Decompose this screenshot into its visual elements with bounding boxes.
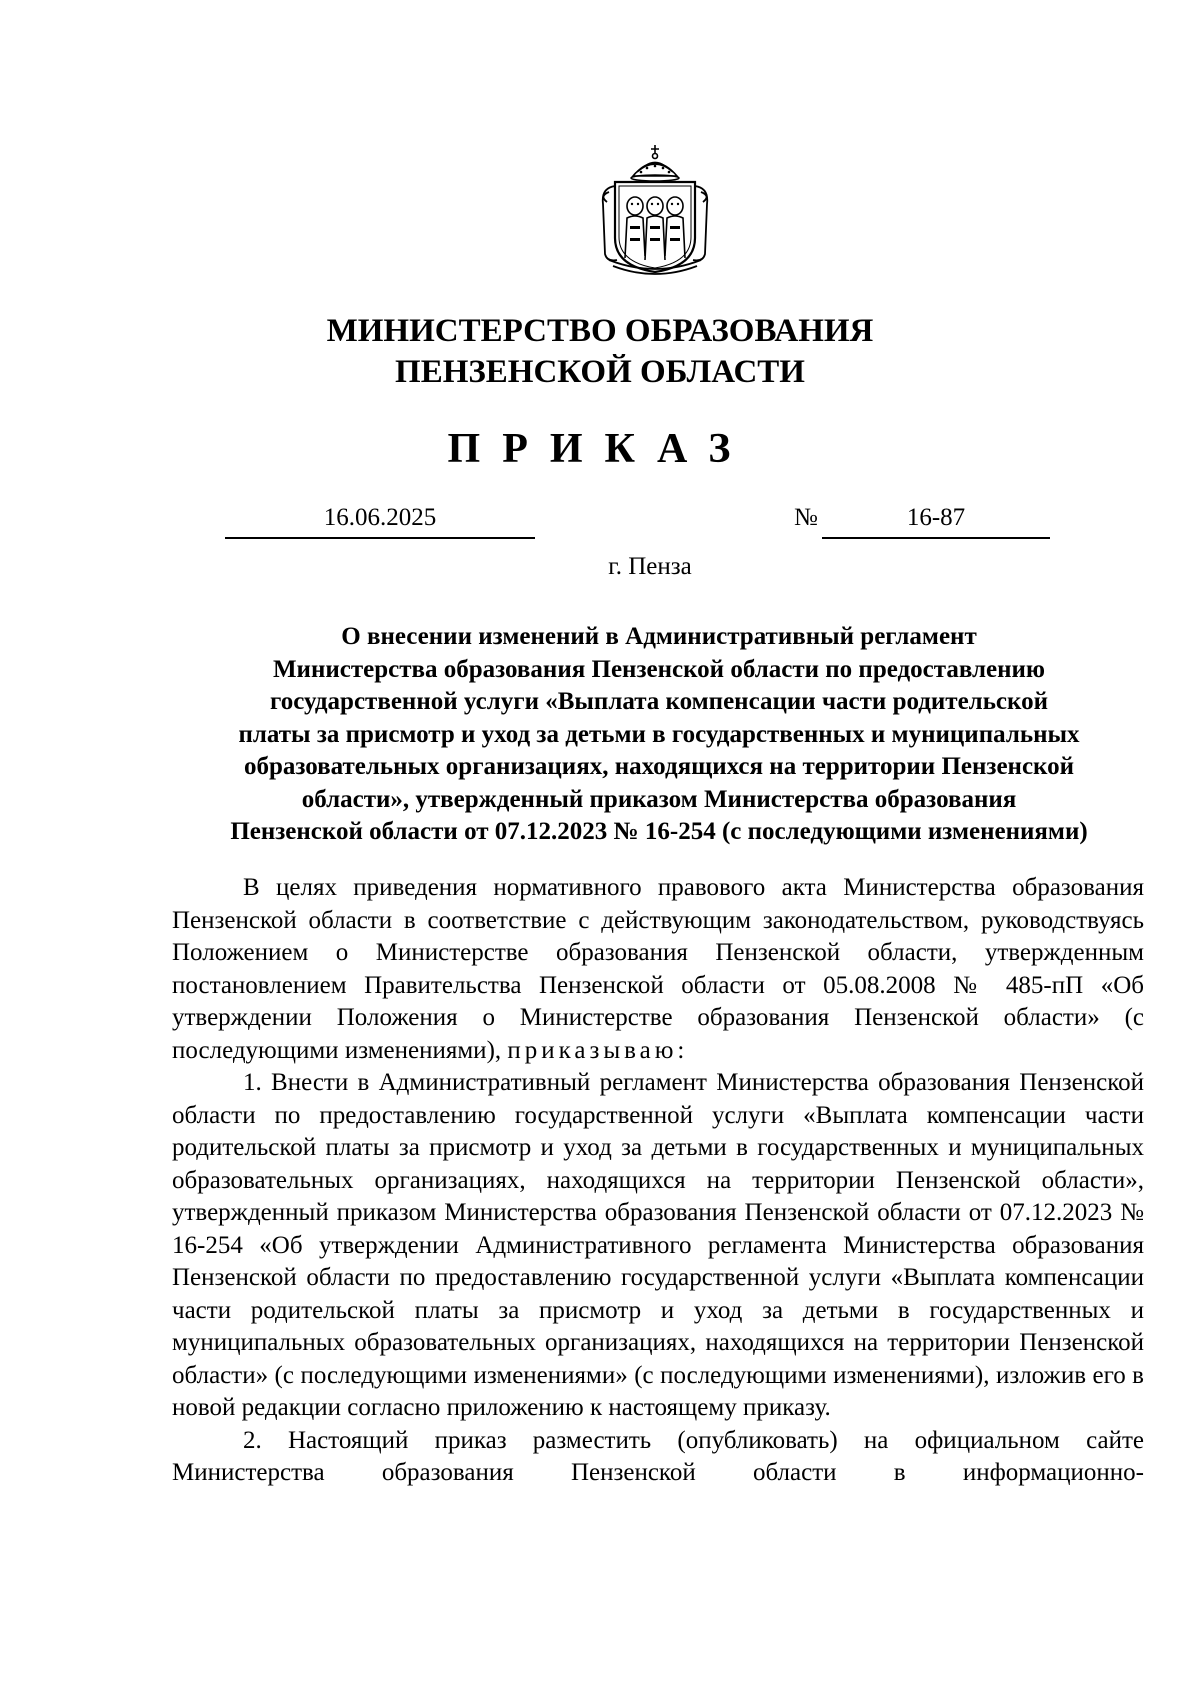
clause-2-paragraph: 2. Настоящий приказ разместить (опубликовать) на официальном сайте Министерства образования Пензенской области в информационно- <box>172 1426 1144 1486</box>
order-keyword: приказываю: <box>507 1036 689 1064</box>
organization-name-line-2: ПЕНЗЕНСКОЙ ОБЛАСТИ <box>395 354 805 390</box>
clause-1-paragraph: 1. Внести в Административный регламент Министерства образования Пензенской области по предоставлению государственной услуги «Выплата компенсации части родительской платы за присмотр и уход за детьми в государственных и муниципальных образовательных организациях, находящихся на территории Пензенской области», утвержденный приказом Министерства образования Пензенской области от 07.12.2023 № 16-254 «Об утверждении Административного регламента Министерства образования Пензенской области по предоставлению государственной услуги «Выплата компенсации части родительской платы за присмотр и уход за детьми в государственных и муниципальных образовательных организациях, находящихся на территории Пензенской области» (с последующими изменениями» (с последующими изменениями), изложив его в новой редакции согласно приложению к настоящему приказу. <box>172 1069 1144 1421</box>
preamble-text: В целях приведения нормативного правового акта Министерства образования Пензенской области в соответствие с действующим законодательством, руководствуясь Положением о Министерстве образования Пензенской области, утвержденным постановлением Правительства Пензенской области от 05.08.2008 № 485-пП «Об утверждении Положения о Министерстве образования Пензенской области» (с последующими изменениями), <box>172 874 1144 1064</box>
document-type-heading: ПРИКАЗ <box>447 426 753 472</box>
title-line: Министерства образования Пензенской области по предоставлению <box>272 655 1046 683</box>
preamble-paragraph <box>172 872 1144 1067</box>
title-line: Пензенской области от 07.12.2023 № 16-254 (с последующими изменениями) <box>230 818 1088 845</box>
organization-name-line-1: МИНИСТЕРСТВО ОБРАЗОВАНИЯ <box>326 313 874 349</box>
title-line: образовательных организациях, находящихся на территории Пензенской <box>243 753 1075 780</box>
number-sign: № <box>794 504 818 531</box>
document-number: 16-87 <box>822 501 1050 539</box>
title-line: государственной услуги «Выплата компенсации части родительской <box>269 688 1049 715</box>
document-title <box>170 621 1148 849</box>
issue-city: г. Пенза <box>608 553 692 580</box>
title-line: области», утвержденный приказом Министерства образования <box>301 785 1017 813</box>
document-date: 16.06.2025 <box>225 501 535 539</box>
penza-region-coat-of-arms-icon <box>595 142 715 278</box>
document-body <box>172 872 1144 1490</box>
title-line: платы за присмотр и уход за детьми в государственных и муниципальных <box>238 720 1080 748</box>
title-line: О внесении изменений в Административный регламент <box>341 623 977 650</box>
